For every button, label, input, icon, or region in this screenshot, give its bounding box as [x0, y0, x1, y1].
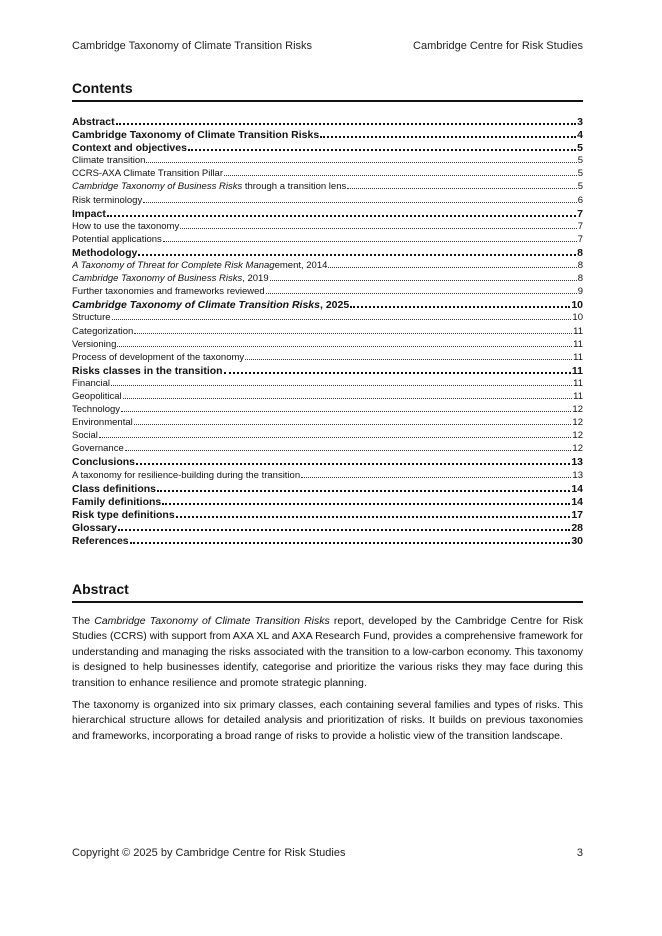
toc-dot-leader [245, 351, 572, 360]
toc-page-number: 17 [571, 508, 583, 521]
toc-dot-leader [320, 128, 576, 138]
toc-entry[interactable] [72, 285, 583, 298]
toc-page-number: 12 [572, 443, 583, 455]
toc-page-number: 13 [571, 456, 583, 469]
toc-entry[interactable] [72, 429, 583, 442]
toc-page-number: 3 [577, 116, 583, 128]
toc-entry[interactable] [72, 207, 583, 220]
toc-page-number: 10 [572, 312, 583, 324]
toc-page-number: 12 [572, 417, 583, 429]
toc-entry[interactable] [72, 364, 583, 377]
toc-entry-title-italic: Cambridge Taxonomy of Climate Transition Risks [72, 299, 320, 312]
toc-entry[interactable] [72, 469, 583, 482]
toc-entry[interactable] [72, 246, 583, 259]
toc-entry[interactable] [72, 180, 583, 193]
toc-page-number: 11 [573, 325, 583, 337]
toc-entry-title: Risk terminology [72, 194, 143, 206]
abstract-p1-title: Cambridge Taxonomy of Climate Transition Risks [94, 615, 330, 627]
toc-page-number: 9 [577, 286, 583, 298]
toc-page-number: 11 [573, 377, 583, 389]
toc-entry-title: Financial [72, 377, 111, 389]
toc-dot-leader [157, 482, 570, 492]
toc-entry-title: Governance [72, 443, 124, 455]
toc-entry-title [72, 180, 346, 193]
toc-entry[interactable] [72, 534, 583, 547]
toc-page-number: 11 [571, 364, 583, 377]
toc-entry[interactable] [72, 495, 583, 508]
toc-dot-leader [176, 508, 571, 518]
toc-entry-title: Versioning [72, 338, 117, 350]
toc-entry-title: CCRS-AXA Climate Transition Pillar [72, 168, 223, 180]
toc-entry-title: Methodology [72, 246, 138, 259]
toc-entry[interactable] [72, 403, 583, 416]
toc-entry[interactable] [72, 377, 583, 390]
toc-dot-leader [146, 154, 576, 163]
toc-entry-title-italic: Cambridge Taxonomy of Business Risks [72, 273, 243, 285]
header-right: Cambridge Centre for Risk Studies [413, 40, 583, 52]
toc-page-number: 28 [571, 521, 583, 534]
toc-entry-title: References [72, 535, 129, 547]
toc-entry[interactable] [72, 259, 583, 272]
toc-entry[interactable] [72, 442, 583, 455]
toc-entry-title: Climate transition [72, 155, 146, 167]
toc-page-number: 30 [571, 535, 583, 547]
toc-entry[interactable] [72, 194, 583, 207]
toc-entry-title: A taxonomy for resilience-building during the transition [72, 469, 301, 481]
toc-entry-title: Glossary [72, 521, 117, 534]
copyright-notice: Copyright © 2025 by Cambridge Centre for Risk Studies [72, 847, 346, 859]
toc-dot-leader [138, 246, 576, 256]
toc-entry-title: Context and objectives [72, 142, 187, 155]
abstract-paragraph-1 [72, 614, 583, 691]
toc-entry-title: Abstract [72, 116, 115, 128]
abstract-paragraph-2: The taxonomy is organized into six primary classes, each containing several families and types of risks. This hierarchical structure allows for detailed analysis and prioritization of risks. It builds on previous taxonomies and frameworks, incorporating a broad range of risks to provide a holistic view of the transition landscape. [72, 699, 583, 742]
toc-page-number: 11 [573, 390, 583, 402]
toc-page-number: 14 [571, 495, 583, 508]
toc-dot-leader [143, 194, 576, 203]
toc-entry[interactable] [72, 154, 583, 167]
toc-entry-title: Impact [72, 207, 106, 220]
toc-entry-title: Further taxonomies and frameworks reviewed [72, 286, 265, 298]
toc-dot-leader [99, 429, 572, 438]
toc-entry-title: Risks classes in the transition [72, 364, 223, 377]
toc-dot-leader [180, 220, 577, 229]
toc-entry-title-italic: A Taxonomy of Threat for Complete Risk Manag [72, 260, 275, 272]
toc-dot-leader [347, 180, 576, 189]
toc-page-number: 4 [577, 129, 583, 142]
toc-entry[interactable] [72, 508, 583, 521]
toc-page-number: 12 [572, 404, 583, 416]
toc-entry-title: Family definitions [72, 495, 162, 508]
toc-dot-leader [162, 495, 570, 505]
abstract-body [72, 614, 583, 751]
toc-page-number: 6 [577, 194, 583, 206]
toc-entry[interactable] [72, 115, 583, 128]
toc-page-number: 7 [577, 233, 583, 245]
toc-entry-title: Environmental [72, 417, 133, 429]
toc-entry-title-rest: , 2025 [319, 299, 350, 312]
toc-dot-leader [111, 377, 572, 386]
table-of-contents [72, 115, 583, 547]
document-page [72, 0, 583, 936]
toc-entry[interactable] [72, 128, 583, 141]
toc-entry[interactable] [72, 141, 583, 154]
toc-entry[interactable] [72, 482, 583, 495]
toc-entry-title: Conclusions [72, 456, 136, 469]
toc-page-number: 14 [571, 482, 583, 495]
toc-entry-title: Class definitions [72, 482, 157, 495]
toc-dot-leader [134, 325, 572, 334]
toc-entry[interactable] [72, 390, 583, 403]
toc-entry[interactable] [72, 233, 583, 246]
toc-entry[interactable] [72, 521, 583, 534]
toc-page-number: 12 [572, 430, 583, 442]
toc-dot-leader [224, 364, 571, 374]
toc-dot-leader [117, 338, 572, 347]
header-left: Cambridge Taxonomy of Climate Transition Risks [72, 40, 313, 52]
toc-dot-leader [118, 521, 570, 531]
toc-page-number: 8 [577, 246, 583, 259]
toc-entry-title-italic: Cambridge Taxonomy of Business Risks [72, 181, 243, 193]
toc-entry[interactable] [72, 298, 583, 311]
toc-entry-title: Geopolitical [72, 390, 122, 402]
toc-dot-leader [136, 455, 570, 465]
contents-heading: Contents [72, 80, 583, 102]
toc-dot-leader [350, 298, 570, 308]
toc-dot-leader [163, 233, 577, 242]
abstract-p1-lead: The [72, 615, 95, 627]
toc-page-number: 5 [577, 168, 583, 180]
toc-dot-leader [116, 115, 577, 125]
toc-page-number: 5 [577, 142, 583, 155]
toc-entry-title: Risk type definitions [72, 508, 175, 521]
toc-entry[interactable] [72, 351, 583, 364]
toc-page-number: 13 [572, 469, 583, 481]
toc-entry-title: Structure [72, 312, 111, 324]
toc-page-number: 10 [571, 299, 583, 312]
toc-entry-title-rest: ement, 2014 [274, 260, 328, 272]
toc-page-number: 5 [577, 155, 583, 167]
toc-entry[interactable] [72, 220, 583, 233]
abstract-p1-rest: report, developed by the Cambridge Centre for Risk Studies (CCRS) with support from AXA XL and AXA Research Fund, provides a comprehensive framework for understanding and managing the risks associated with the transition to a low-carbon economy. This taxonomy is designed to help businesses identify, categorise and prioritize the various risks they may face during this transition to enhance resilience and promote strategic planning. [72, 615, 583, 689]
toc-page-number: 5 [577, 181, 583, 193]
toc-entry-title-rest: through a transition lens [242, 181, 347, 193]
toc-dot-leader [188, 141, 576, 151]
toc-entry-title: Potential applications [72, 233, 162, 245]
toc-page-number: 11 [573, 351, 583, 363]
toc-dot-leader [301, 469, 571, 478]
toc-entry[interactable] [72, 455, 583, 468]
toc-entry-title: Social [72, 430, 98, 442]
toc-dot-leader [266, 285, 577, 294]
toc-entry-title: How to use the taxonomy [72, 220, 180, 232]
toc-page-number: 8 [577, 260, 583, 272]
abstract-heading: Abstract [72, 581, 583, 603]
toc-dot-leader [123, 390, 572, 399]
toc-dot-leader [112, 311, 572, 320]
toc-page-number: 11 [573, 338, 583, 350]
toc-dot-leader [107, 207, 576, 217]
toc-entry[interactable] [72, 325, 583, 338]
toc-entry[interactable] [72, 416, 583, 429]
toc-entry-title: Technology [72, 404, 121, 416]
toc-entry[interactable] [72, 338, 583, 351]
toc-dot-leader [224, 167, 577, 176]
toc-entry[interactable] [72, 272, 583, 285]
toc-dot-leader [130, 534, 571, 544]
toc-entry[interactable] [72, 167, 583, 180]
running-header [72, 40, 583, 52]
toc-entry-title: Cambridge Taxonomy of Climate Transition Risks [72, 129, 320, 142]
toc-dot-leader [328, 259, 576, 268]
toc-page-number: 8 [577, 273, 583, 285]
toc-dot-leader [270, 272, 577, 281]
toc-dot-leader [125, 442, 572, 451]
page-number: 3 [576, 847, 583, 859]
toc-entry-title: Categorization [72, 325, 134, 337]
toc-entry-title-rest: , 2019 [242, 273, 269, 285]
toc-entry-title [72, 272, 269, 285]
toc-dot-leader [134, 416, 572, 425]
page-footer [72, 847, 583, 859]
toc-page-number: 7 [577, 220, 583, 232]
toc-page-number: 7 [577, 207, 583, 220]
toc-dot-leader [121, 403, 571, 412]
toc-entry-title [72, 299, 349, 311]
toc-entry-title: Process of development of the taxonomy [72, 351, 245, 363]
toc-entry-title [72, 259, 327, 272]
toc-entry[interactable] [72, 311, 583, 324]
